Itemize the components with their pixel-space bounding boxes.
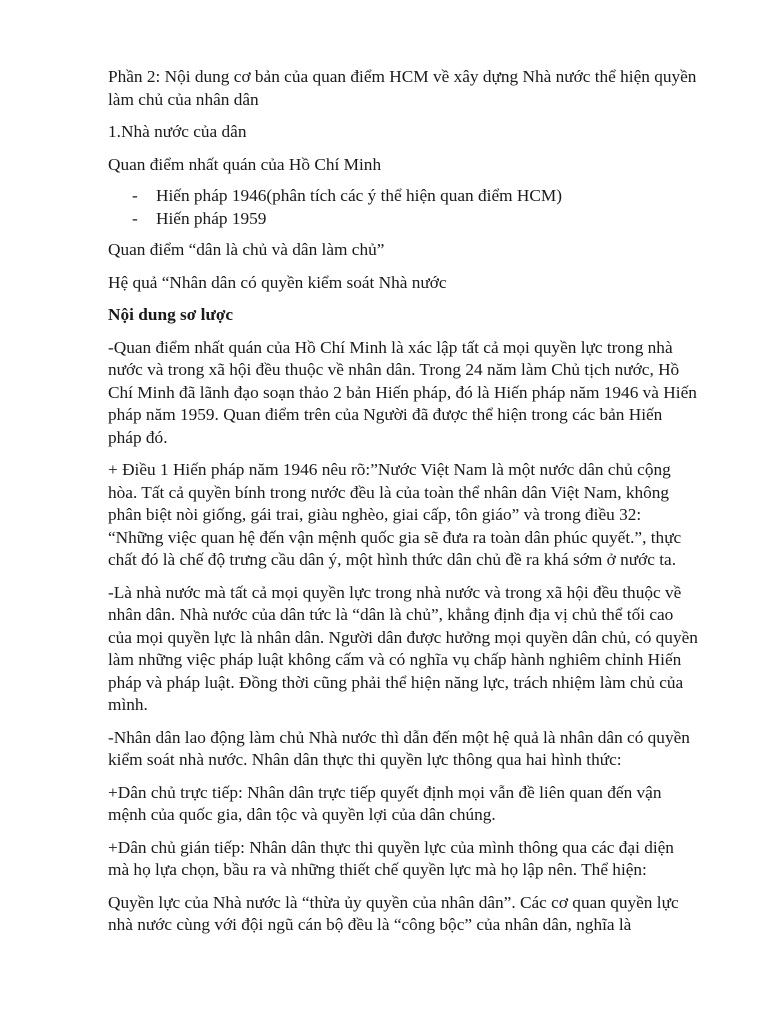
body-paragraph: -Là nhà nước mà tất cả mọi quyền lực trong nhà nước và trong xã hội đều thuộc về nhân dân. Nhà nước của dân tức là “dân là chủ”, khẳng định địa vị chủ thể tối cao của mọi quyền lực là nhân dân. Người dân được hưởng mọi quyền dân chủ, có quyền làm những việc pháp luật không cấm và có nghĩa vụ chấp hành nghiêm chỉnh Hiến pháp và pháp luật. Đồng thời cũng phải thể hiện năng lực, trách nhiệm làm chủ của mình. (108, 582, 698, 714)
list-item-text: Hiến pháp 1959 (156, 208, 267, 228)
dash-bullet: - (132, 208, 138, 228)
body-paragraph: -Nhân dân lao động làm chủ Nhà nước thì dẫn đến một hệ quả là nhân dân có quyền kiểm soát nhà nước. Nhân dân thực thi quyền lực thông qua hai hình thức: (108, 727, 690, 769)
dash-bullet: - (132, 186, 138, 205)
document-title: Phần 2: Nội dung cơ bản của quan điểm HCM về xây dựng Nhà nước thể hiện quyền làm chủ của nhân dân (108, 67, 697, 109)
body-paragraph: + Điều 1 Hiến pháp năm 1946 nêu rõ:”Nước Việt Nam là một nước dân chủ cộng hòa. Tất cả quyền bính trong nước đều là của toàn thể nhân dân Việt Nam, không phân biệt nòi giống, gái trai, giàu nghèo, giai cấp, tôn giáo” và trong điều 32: “Những việc quan hệ đến vận mệnh quốc gia sẽ đưa ra toàn dân phúc quyết.”, thực chất đó là chế độ trưng cầu dân ý, một hình thức dân chủ đề ra khá sớm ở nước ta. (108, 460, 682, 569)
body-paragraph: +Dân chủ gián tiếp: Nhân dân thực thi quyền lực của mình thông qua các đại diện mà họ lựa chọn, bầu ra và những thiết chế quyền lực mà họ lập nên. Thể hiện: (108, 837, 674, 879)
list-item (108, 185, 698, 208)
consequence-line: Hệ quả “Nhân dân có quyền kiểm soát Nhà nước (108, 272, 447, 292)
list-item-text: Hiến pháp 1946(phân tích các ý thể hiện quan điểm HCM) (156, 186, 562, 205)
section-heading-1: 1.Nhà nước của dân (108, 122, 247, 141)
body-paragraph: -Quan điểm nhất quán của Hồ Chí Minh là xác lập tất cả mọi quyền lực trong nhà nước và trong xã hội đều thuộc về nhân dân. Trong 24 năm làm Chủ tịch nước, Hồ Chí Minh đã lãnh đạo soạn thảo 2 bản Hiến pháp, đó là Hiến pháp năm 1946 và Hiến pháp năm 1959. Quan điểm trên của Người đã được thể hiện trong các bản Hiến pháp đó. (108, 337, 697, 447)
people-master-view-line: Quan điểm “dân là chủ và dân làm chủ” (108, 240, 385, 259)
body-paragraph: Quyền lực của Nhà nước là “thừa ủy quyền của nhân dân”. Các cơ quan quyền lực nhà nước cùng với đội ngũ cán bộ đều là “công bộc” của nhân dân, nghĩa là (108, 892, 679, 934)
constitution-list (108, 185, 698, 230)
list-item (108, 208, 698, 231)
summary-heading: Nội dung sơ lược (108, 305, 234, 324)
consistent-view-line: Quan điểm nhất quán của Hồ Chí Minh (108, 154, 382, 174)
document-page (108, 66, 698, 947)
body-paragraph: +Dân chủ trực tiếp: Nhân dân trực tiếp quyết định mọi vẫn đề liên quan đến vận mệnh của quốc gia, dân tộc và quyền lợi của dân chúng. (108, 782, 662, 824)
